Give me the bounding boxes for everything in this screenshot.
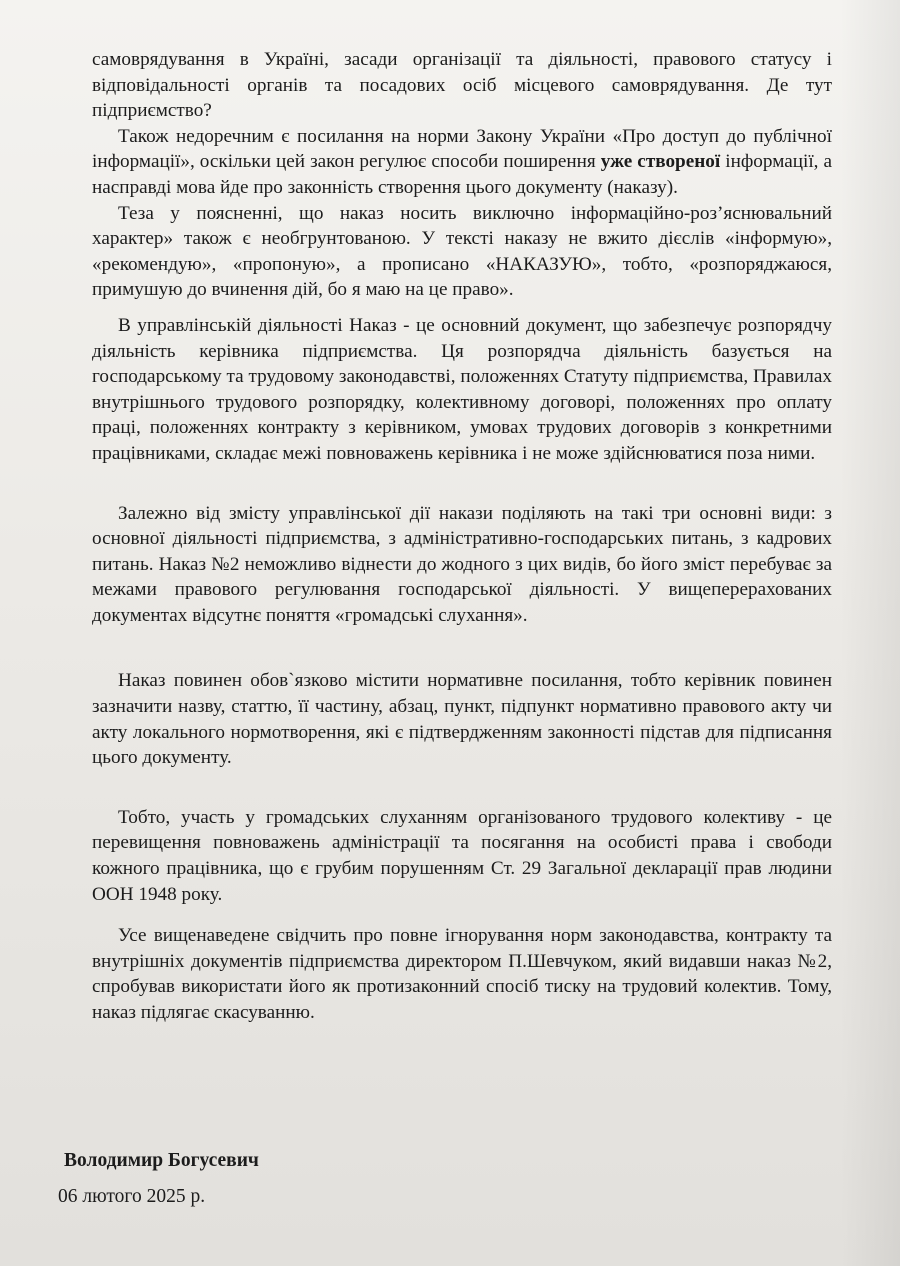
document-date: 06 лютого 2025 р.: [58, 1186, 206, 1207]
document-body: [92, 47, 832, 1026]
paragraph-7: Тобто, участь у громадських слуханням організованого трудового колективу - це перевищення повноважень адміністрації та посягання на особисті права і свободи кожного працівника, що є грубим порушенням Ст. 29 Загальної декларації прав людини ООН 1948 року.: [92, 806, 832, 905]
paragraph-6: Наказ повинен обов`язково містити нормативне посилання, тобто керівник повинен зазначити назву, статтю, її частину, абзац, пункт, підпункт нормативно правового акту чи акту локального нормотворення, які є підтвердженням законності підстав для підписання цього документу.: [92, 670, 832, 769]
paragraph-1: самоврядування в Україні, засади організації та діяльності, правового статусу і відповідальності органів та посадових осіб місцевого самоврядування. Де тут підприємство?: [92, 49, 832, 122]
paragraph-5: Залежно від змісту управлінської дії накази поділяють на такі три основні види: з основної діяльності підприємства, з адміністративно-господарських питань, з кадрових питань. Наказ №2 неможливо віднести до жодного з цих видів, бо його зміст перебуває за межами правового регулювання господарської діяльності. У вищеперерахованих документах відсутнє поняття «громадські слухання».: [92, 502, 832, 626]
paragraph-4: В управлінській діяльності Наказ - це основний документ, що забезпечує розпорядчу діяльність керівника підприємства. Ця розпорядча діяльність базується на господарському та трудовому законодавстві, положеннях Статуту підприємства, Правилах внутрішнього трудового розпорядку, колективному договорі, положеннях про оплату праці, положеннях контракту з керівником, умовах трудових договорів з конкретними працівниками, складає межі повноважень керівника і не може здійснюватися поза ними.: [92, 314, 832, 464]
paragraph-3: Теза у поясненні, що наказ носить виключно інформаційно-роз’яснювальний характер» також є необгрунтованою. У тексті наказу не вжито дієслів «інформую», «рекомендую», «пропоную», а прописано «НАКАЗУЮ», тобто, «розпоряджаюся, примушую до вчинення дій, бо я маю на це право».: [92, 202, 832, 301]
page-shadow: [840, 0, 900, 1266]
signature-name: Володимир Богусевич: [64, 1150, 259, 1171]
paragraph-2-emphasis: уже створеної: [600, 151, 721, 173]
paragraph-2-end: інформації, а насправді мова йде про законність створення цього документу (наказу).: [92, 151, 832, 198]
paragraph-2-start: Також недоречним є посилання на норми Закону України «Про доступ до публічної інформації», оскільки цей закон регулює способи поширення: [92, 125, 832, 173]
paragraph-8: Усе вищенаведене свідчить про повне ігнорування норм законодавства, контракту та внутрішніх документів підприємства директором П.Шевчуком, який видавши наказ №2, спробував використати його як протизаконний спосіб тиску на трудовий колектив. Тому, наказ підлягає скасуванню.: [92, 925, 832, 1023]
paragraph-2: [92, 124, 832, 201]
